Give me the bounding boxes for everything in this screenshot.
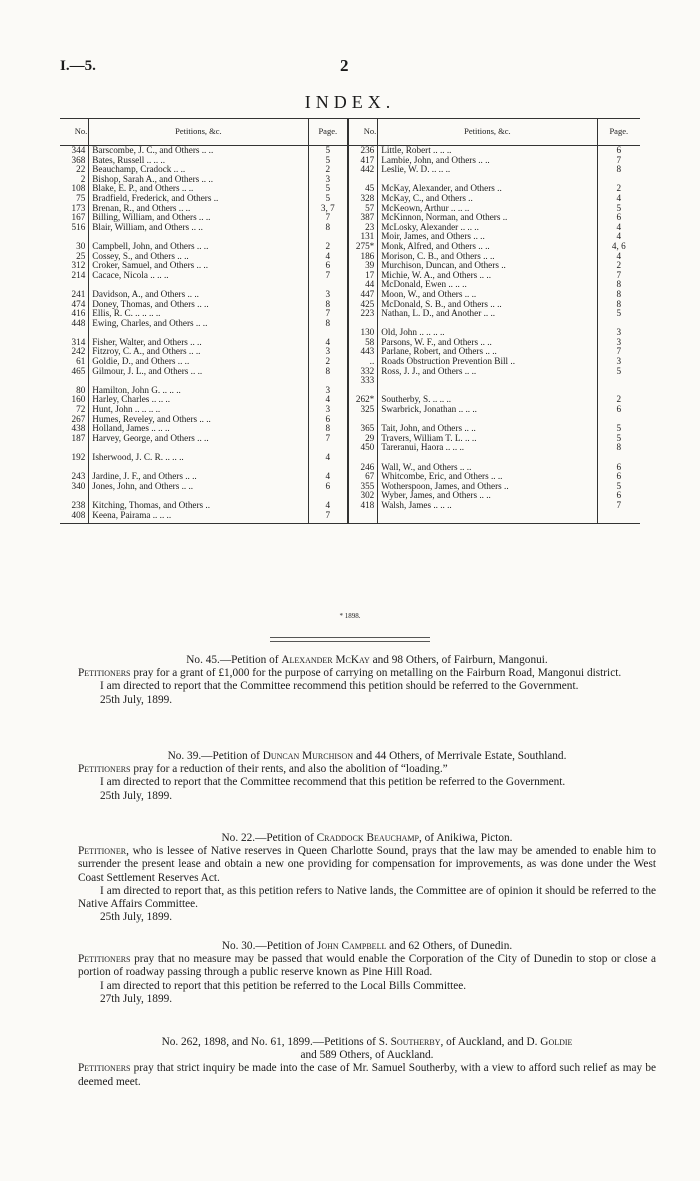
- entry-number: 173: [60, 204, 89, 214]
- entry-name: Murchison, Duncan, and Others ..: [381, 260, 506, 271]
- index-row: [60, 511, 640, 524]
- entry-name: Morison, C. B., and Others .. ..: [381, 250, 495, 261]
- entry-page: 2: [308, 357, 348, 367]
- entry-number: 450: [348, 443, 378, 453]
- petition-body: Petitioners pray that no measure may be passed that would enable the Corporation of the City of Dunedin to stop or close a portion of roadway passing through a public reserve known as Pine Hill Road.: [78, 953, 656, 979]
- col-no-2: No.: [348, 119, 378, 146]
- index-table: [60, 118, 640, 524]
- entry-page: 8: [308, 300, 348, 310]
- entry-number: 438: [60, 424, 89, 434]
- index-row: [60, 271, 640, 281]
- petition-body: Petitioners pray for a reduction of their rents, and also the abolition of “loading.”: [78, 763, 448, 776]
- entry-name: Monk, Alfred, and Others .. ..: [381, 240, 490, 251]
- entry-page: 3, 7: [308, 204, 348, 214]
- entry-number: 408: [60, 511, 89, 524]
- entry-page: 8: [597, 165, 640, 175]
- entry-name: Fitzroy, C. A., and Others .. ..: [92, 346, 201, 357]
- entry-page: 7: [597, 271, 640, 281]
- entry-number: 333: [348, 376, 378, 386]
- entry-page: 5: [308, 194, 348, 204]
- entry-name: Lambie, John, and Others .. ..: [381, 154, 490, 165]
- entry-page: 3: [308, 405, 348, 415]
- entry-page: 3: [597, 357, 640, 367]
- entry-page: 4: [308, 501, 348, 511]
- entry-name: McKeown, Arthur .. .. ..: [381, 202, 470, 213]
- entry-name: Hunt, John .. .. .. ..: [92, 404, 161, 415]
- index-row: [60, 319, 640, 329]
- entry-number: 340: [60, 482, 89, 492]
- petition-title: No. 39.—Petition of Duncan Murchison and 44 Others, of Merrivale Estate, Southland.: [167, 750, 567, 762]
- entry-number: 23: [348, 223, 378, 233]
- entry-page: 4: [308, 472, 348, 482]
- entry-name: McKinnon, Norman, and Others ..: [381, 212, 508, 223]
- entry-name: Harley, Charles .. .. ..: [92, 394, 171, 405]
- petition-report: I am directed to report that this petition be referred to the Local Bills Committee.: [100, 979, 467, 992]
- entry-name: Gilmour, J. L., and Others .. ..: [92, 365, 203, 376]
- entry-name: Croker, Samuel, and Others .. ..: [92, 260, 209, 271]
- entry-page: 4: [597, 232, 640, 242]
- petition-report: I am directed to report that the Committee recommend that this petition be referred to the Government.: [100, 776, 566, 789]
- entry-name: Hamilton, John G. .. .. ..: [92, 384, 181, 395]
- entry-name: Kitching, Thomas, and Others ..: [92, 499, 211, 510]
- entry-number: 418: [348, 501, 378, 511]
- entry-name: Cacace, Nicola .. .. ..: [92, 269, 169, 280]
- entry-page: 3: [308, 290, 348, 300]
- entry-number: 246: [348, 463, 378, 473]
- entry-page: 7: [597, 347, 640, 357]
- entry-name: [378, 376, 597, 386]
- entry-page: 7: [308, 511, 348, 524]
- entry-name: Bradfield, Frederick, and Others ..: [92, 192, 219, 203]
- entry-page: [597, 376, 640, 386]
- petition-262-61: [78, 1036, 656, 1089]
- entry-number: 425: [348, 300, 378, 310]
- entry-number: 108: [60, 184, 89, 194]
- entry-name: Ewing, Charles, and Others .. ..: [92, 317, 208, 328]
- index-table-body: [60, 146, 640, 524]
- entry-name: Campbell, John, and Others .. ..: [92, 240, 209, 251]
- entry-number: 267: [60, 415, 89, 425]
- entry-number: ..: [348, 357, 378, 367]
- entry-number: 39: [348, 261, 378, 271]
- entry-page: 6: [308, 482, 348, 492]
- entry-page: 8: [308, 223, 348, 233]
- entry-name: Roads Obstruction Prevention Bill ..: [381, 356, 515, 367]
- entry-page: 3: [308, 175, 348, 185]
- index-title: INDEX.: [304, 92, 396, 112]
- col-page: Page.: [308, 119, 348, 146]
- entry-name: Blake, E. P., and Others .. ..: [92, 183, 194, 194]
- entry-name: Isherwood, J. C. R. .. .. ..: [92, 452, 184, 462]
- entry-number: 167: [60, 213, 89, 223]
- petition-date: 27th July, 1899.: [100, 992, 173, 1005]
- col-page-2: Page.: [597, 119, 640, 146]
- entry-name: Michie, W. A., and Others .. ..: [381, 269, 491, 280]
- entry-number: 275*: [348, 242, 378, 252]
- entry-name: Cossey, S., and Others .. ..: [92, 250, 189, 261]
- entry-page: 4: [308, 453, 348, 463]
- entry-number: 80: [60, 386, 89, 396]
- entry-page: 3: [597, 328, 640, 338]
- entry-number: 242: [60, 347, 89, 357]
- entry-page: 2: [597, 261, 640, 271]
- entry-name: McKay, C., and Others ..: [381, 192, 473, 203]
- entry-name: Moir, James, and Others .. ..: [381, 231, 485, 242]
- entry-number: 214: [60, 271, 89, 281]
- footnote: * 1898.: [339, 612, 361, 620]
- entry-name: McDonald, Ewen .. .. ..: [381, 279, 467, 290]
- petition-45: [78, 654, 656, 707]
- entry-number: 325: [348, 405, 378, 415]
- entry-page: 5: [308, 146, 348, 156]
- entry-number: 17: [348, 271, 378, 281]
- page-number: 2: [340, 56, 349, 75]
- entry-page: 4: [597, 252, 640, 262]
- petition-body: Petitioners pray for a grant of £1,000 for the purpose of carrying on metalling on the Fairburn Road, Mangonui district.: [78, 667, 622, 680]
- entry-name: Moon, W., and Others .. ..: [381, 288, 477, 299]
- entry-number: 186: [348, 252, 378, 262]
- entry-name: Whitcombe, Eric, and Others .. ..: [381, 471, 503, 482]
- entry-number: 516: [60, 223, 89, 233]
- entry-number: 187: [60, 434, 89, 444]
- entry-name: Ellis, R. C. .. .. .. ..: [92, 308, 161, 319]
- entry-number: 160: [60, 395, 89, 405]
- entry-page: 8: [308, 367, 348, 377]
- entry-number: 75: [60, 194, 89, 204]
- entry-name: Harvey, George, and Others .. ..: [92, 432, 209, 443]
- entry-name: Wall, W., and Others .. ..: [381, 461, 472, 472]
- entry-page: 6: [308, 261, 348, 271]
- page-header: [0, 52, 700, 82]
- entry-number: 29: [348, 434, 378, 444]
- petition-title-line2: and 589 Others, of Auckland.: [300, 1049, 434, 1062]
- entry-number: 465: [60, 367, 89, 377]
- entry-number: 302: [348, 491, 378, 501]
- entry-number: 241: [60, 290, 89, 300]
- entry-number: 355: [348, 482, 378, 492]
- petition-title: No. 22.—Petition of Craddock Beauchamp, of Anikiwa, Picton.: [221, 832, 513, 844]
- entry-name: Davidson, A., and Others .. ..: [92, 288, 199, 299]
- entry-name: Tait, John, and Others .. ..: [381, 423, 476, 434]
- entry-number: 447: [348, 290, 378, 300]
- index-row: [60, 453, 640, 463]
- entry-page: 8: [597, 443, 640, 453]
- entry-page: 5: [597, 434, 640, 444]
- entry-number: 223: [348, 309, 378, 319]
- entry-name: Goldie, D., and Others .. ..: [92, 356, 190, 367]
- entry-number: 44: [348, 280, 378, 290]
- entry-page: 3: [308, 347, 348, 357]
- entry-number: 314: [60, 338, 89, 348]
- entry-page: 4: [308, 395, 348, 405]
- petition-date: 25th July, 1899.: [100, 693, 173, 706]
- entry-number: 448: [60, 319, 89, 329]
- entry-page: 6: [597, 146, 640, 156]
- entry-number: 22: [60, 165, 89, 175]
- entry-number: 131: [348, 232, 378, 242]
- entry-page: 6: [597, 213, 640, 223]
- entry-page: 4: [597, 194, 640, 204]
- petition-report: I am directed to report that, as this petition refers to Native lands, the Committee are of opinion it should be referred to the Native Affairs Committee.: [78, 884, 656, 911]
- entry-page: 6: [597, 463, 640, 473]
- entry-page: 8: [597, 290, 640, 300]
- entry-number: 192: [60, 453, 89, 463]
- entry-number: 416: [60, 309, 89, 319]
- entry-name: Leslie, W. D. .. .. ..: [381, 164, 451, 175]
- entry-name: McDonald, S. B., and Others .. ..: [381, 298, 502, 309]
- petition-body: Petitioners pray that strict inquiry be made into the case of Mr. Samuel Southerby, with a view to afford such relief as may be deemed meet.: [78, 1062, 656, 1088]
- entry-number: 332: [348, 367, 378, 377]
- entry-number: 368: [60, 156, 89, 166]
- entry-number: 130: [348, 328, 378, 338]
- index-row: [60, 482, 640, 492]
- entry-name: Humes, Reveley, and Others .. ..: [92, 413, 211, 424]
- entry-number: 67: [348, 472, 378, 482]
- entry-page: 2: [597, 395, 640, 405]
- entry-page: 4: [308, 252, 348, 262]
- index-table-header: [60, 119, 640, 146]
- entry-name: Holland, James .. .. ..: [92, 423, 170, 434]
- entry-name: Walsh, James .. .. ..: [381, 499, 452, 510]
- entry-page: 6: [308, 415, 348, 425]
- entry-name: Little, Robert .. .. ..: [381, 145, 452, 155]
- entry-name: Blair, William, and Others .. ..: [92, 221, 203, 232]
- entry-name: Brenan, R., and Others .. ..: [92, 202, 191, 213]
- entry-page: 5: [597, 367, 640, 377]
- divider: [270, 637, 430, 638]
- petition-date: 25th July, 1899.: [100, 789, 173, 802]
- entry-name: Barscombe, J. C., and Others .. ..: [92, 145, 214, 155]
- entry-name: Doney, Thomas, and Others .. ..: [92, 298, 209, 309]
- entry-number: 25: [60, 252, 89, 262]
- entry-name: Wyber, James, and Others .. ..: [381, 490, 491, 501]
- entry-name: Bishop, Sarah A., and Others .. ..: [92, 173, 213, 184]
- entry-page: 3: [597, 338, 640, 348]
- entry-page: 2: [308, 242, 348, 252]
- entry-name: Parsons, W. F., and Others .. ..: [381, 336, 492, 347]
- entry-name: Bates, Russell .. .. ..: [92, 154, 166, 165]
- entry-name: Fisher, Walter, and Others .. ..: [92, 336, 202, 347]
- petition-title: No. 45.—Petition of Alexander McKay and 98 Others, of Fairburn, Mangonui.: [186, 654, 548, 666]
- entry-page: 3: [308, 386, 348, 396]
- entry-page: 5: [308, 184, 348, 194]
- entry-number: 417: [348, 156, 378, 166]
- entry-number: 312: [60, 261, 89, 271]
- entry-name: Travers, William T. L. .. ..: [381, 432, 477, 443]
- entry-name: Jones, John, and Others .. ..: [92, 480, 194, 491]
- col-petitions-2: Petitions, &c.: [378, 119, 597, 146]
- entry-page: 5: [597, 482, 640, 492]
- entry-page: 4, 6: [597, 242, 640, 252]
- entry-page: 7: [308, 271, 348, 281]
- entry-number: 344: [60, 146, 89, 156]
- entry-name: Wotherspoon, James, and Others ..: [381, 480, 509, 491]
- entry-name: Billing, William, and Others .. ..: [92, 212, 211, 223]
- entry-name: McKay, Alexander, and Others ..: [381, 183, 502, 194]
- entry-number: 45: [348, 184, 378, 194]
- entry-number: 57: [348, 204, 378, 214]
- entry-page: 4: [308, 338, 348, 348]
- entry-name: Southerby, S. .. .. ..: [381, 394, 452, 405]
- entry-page: 7: [597, 156, 640, 166]
- entry-number: 443: [348, 347, 378, 357]
- petition-date: 25th July, 1899.: [100, 911, 173, 924]
- entry-page: 7: [597, 501, 640, 511]
- entry-page: 2: [308, 165, 348, 175]
- entry-page: 8: [597, 300, 640, 310]
- entry-number: 236: [348, 146, 378, 156]
- entry-number: 474: [60, 300, 89, 310]
- entry-name: [378, 511, 597, 524]
- document-reference: I.—5.: [60, 58, 96, 74]
- entry-page: 5: [308, 156, 348, 166]
- entry-number: 30: [60, 242, 89, 252]
- entry-name: Beauchamp, Cradock .. ..: [92, 164, 186, 175]
- entry-number: 442: [348, 165, 378, 175]
- entry-page: 2: [597, 184, 640, 194]
- col-no: No.: [60, 119, 89, 146]
- entry-name: Parlane, Robert, and Others .. ..: [381, 346, 497, 357]
- petition-39: [78, 750, 656, 803]
- index-row: [60, 367, 640, 377]
- entry-page: 6: [597, 491, 640, 501]
- entry-page: 8: [308, 424, 348, 434]
- petition-30: [78, 940, 656, 1006]
- entry-name: McLosky, Alexander .. .. ..: [381, 221, 479, 232]
- entry-number: 2: [60, 175, 89, 185]
- entry-page: 7: [308, 309, 348, 319]
- index-row: [60, 434, 640, 444]
- col-petitions: Petitions, &c.: [89, 119, 308, 146]
- entry-page: 6: [597, 472, 640, 482]
- entry-name: Nathan, L. D., and Another .. ..: [381, 308, 496, 319]
- entry-number: 243: [60, 472, 89, 482]
- entry-name: Ross, J. J., and Others .. ..: [381, 365, 477, 376]
- entry-name: Keena, Pairama .. .. ..: [89, 511, 308, 524]
- entry-number: 328: [348, 194, 378, 204]
- entry-name: Swarbrick, Jonathan .. .. ..: [381, 404, 477, 415]
- entry-page: 8: [597, 280, 640, 290]
- divider: [270, 641, 430, 642]
- entry-page: 5: [597, 424, 640, 434]
- entry-page: 8: [308, 319, 348, 329]
- entry-page: 5: [597, 309, 640, 319]
- entry-name: Tareranui, Haora .. .. ..: [381, 442, 465, 453]
- entry-number: 58: [348, 338, 378, 348]
- entry-page: 7: [308, 213, 348, 223]
- entry-number: [348, 511, 378, 524]
- entry-number: 72: [60, 405, 89, 415]
- index-row: [60, 223, 640, 233]
- petition-22: [78, 832, 656, 924]
- entry-name: Old, John .. .. .. ..: [381, 327, 445, 338]
- entry-number: 387: [348, 213, 378, 223]
- entry-number: 262*: [348, 395, 378, 405]
- petition-report: I am directed to report that the Committee recommend this petition should be referred to the Government.: [100, 680, 579, 693]
- entry-page: 4: [597, 223, 640, 233]
- entry-number: 238: [60, 501, 89, 511]
- entry-page: 6: [597, 405, 640, 415]
- entry-number: 61: [60, 357, 89, 367]
- petition-title: No. 262, 1898, and No. 61, 1899.—Petitions of S. Southerby, of Auckland, and D. Goldie: [161, 1036, 573, 1048]
- entry-page: [597, 511, 640, 524]
- entry-name: Jardine, J. F., and Others .. ..: [92, 471, 197, 482]
- entry-number: 365: [348, 424, 378, 434]
- petition-title: No. 30.—Petition of John Campbell and 62 Others, of Dunedin.: [221, 940, 513, 952]
- entry-page: 7: [308, 434, 348, 444]
- petition-body: Petitioner, who is lessee of Native reserves in Queen Charlotte Sound, prays that the law may be amended to enable him to surrender the present lease and obtain a new one providing for compensation for improvements, as was done under the West Coast Settlement Reserves Act.: [78, 845, 656, 884]
- entry-page: 5: [597, 204, 640, 214]
